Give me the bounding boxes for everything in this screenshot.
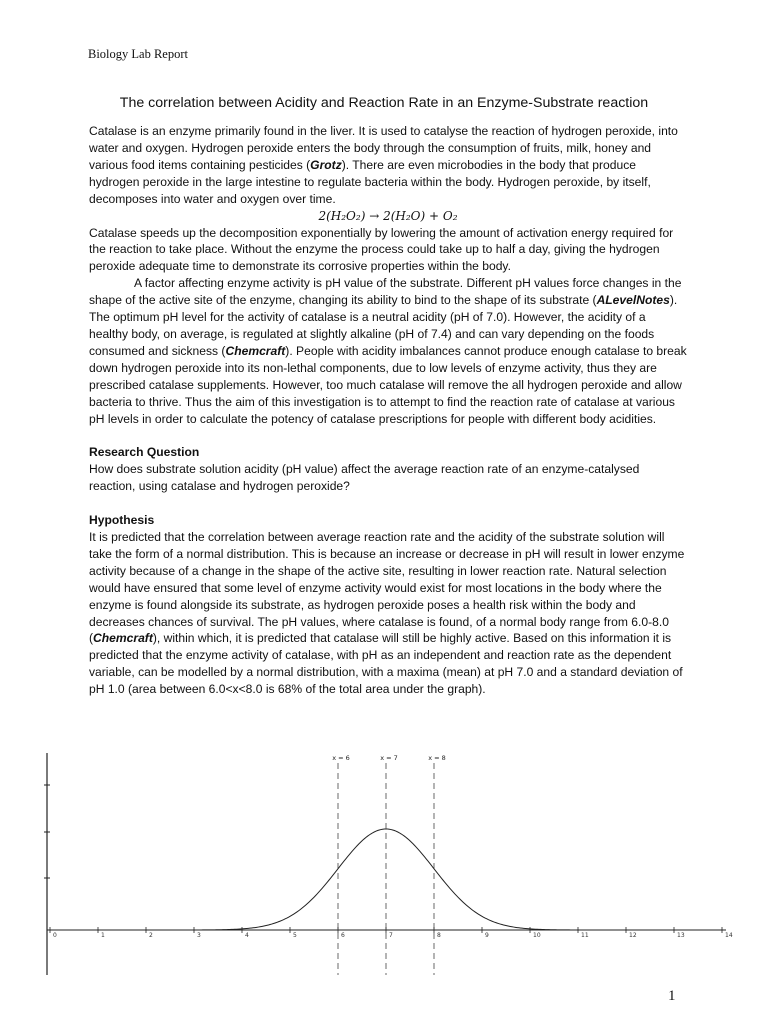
x-tick-label-3: 3 — [197, 932, 201, 939]
citation-chemcraft: Chemcraft — [225, 343, 286, 358]
x-tick-label-13: 13 — [677, 932, 685, 939]
hypothesis-heading: Hypothesis — [89, 513, 155, 528]
x-tick-label-9: 9 — [485, 932, 489, 939]
reference-label-x6: x = 6 — [332, 754, 350, 762]
intro-paragraph-2: Catalase speeds up the decomposition exponentially by lowering the amount of activation energy required for the reaction to take place. Without the enzyme the process could take up to half a day, giving the hydrogen peroxide adequate time to demonstrate its corrosive properties within the body. — [89, 225, 674, 274]
intro-paragraph-3: A factor affecting enzyme activity is pH value of the substrate. Different pH values force changes in the shape of the active site of the enzyme, changing its ability to bind to the shape of its substrate (ALevelNotes). The optimum pH level for the activity of catalase is a neutral acidity (pH of 7.0). However, the acidity of a healthy body, on average, is regulated at slightly alkaline (pH of 7.4) and can vary depending on the foods consumed and sickness (Chemcraft). People with acidity imbalances cannot produce enough catalase to break down hydrogen peroxide into its non-lethal components, due to low levels of enzyme activity, thus they are prescribed catalase supplements. However, too much catalase will remove the all hydrogen peroxide and allow bacteria to thrive. Thus the aim of this investigation is to attempt to find the reaction rate of catalase at various pH levels in order to calculate the potency of catalase prescriptions for people with different body acidities. — [89, 276, 687, 426]
reference-label-x7: x = 7 — [380, 754, 398, 762]
intro-paragraph-1: Catalase is an enzyme primarily found in the liver. It is used to catalyse the reaction of hydrogen peroxide, into water and oxygen. Hydrogen peroxide enters the body through the consumption of fruits, milk, honey and various food items containing pesticides (Grotz). There are even microbodies in the body that produce hydrogen peroxide in the large intestine to regulate bacteria within the body. Hydrogen peroxide, by itself, decomposes into water and oxygen over time. — [89, 124, 678, 206]
x-tick-label-8: 8 — [437, 932, 441, 939]
x-tick-label-14: 14 — [725, 932, 733, 939]
x-tick-label-11: 11 — [581, 932, 589, 939]
citation-chemcraft-2: Chemcraft — [93, 631, 153, 646]
x-tick-label-5: 5 — [293, 932, 297, 939]
normal-distribution-chart — [0, 745, 768, 980]
citation-grotz: Grotz — [310, 157, 342, 172]
reference-label-x8: x = 8 — [428, 754, 446, 762]
x-tick-label-10: 10 — [533, 932, 541, 939]
hypothesis-text: It is predicted that the correlation between average reaction rate and the acidity of the substrate solution will take the form of a normal distribution. This is because an increase or decrease in pH will result in lower enzyme activity because of a change in the shape of the active site, resulting in lower reaction rate. Natural selection would have ensured that some level of enzyme activity would exist for most locations in the body where the enzyme is found alongside its substrate, as hydrogen peroxide poses a health risk within the body and decreases chances of survival. The pH values, where catalase is found, of a normal body range from 6.0-8.0 (Chemcraft), within which, it is predicted that catalase will still be highly active. Based on this information it is predicted that the enzyme activity of catalase, with pH as an independent and reaction rate as the dependent variable, can be modelled by a normal distribution, with a maxima (mean) at pH 7.0 and a standard deviation of pH 1.0 (area between 6.0<x<8.0 is 68% of the total area under the graph). — [89, 530, 685, 697]
x-tick-label-2: 2 — [149, 932, 153, 939]
reference-lines — [332, 754, 446, 975]
page-number: 1 — [668, 988, 676, 1004]
x-tick-label-7: 7 — [389, 932, 393, 939]
citation-alevelnotes: ALevelNotes — [596, 293, 670, 308]
chart-axes — [44, 753, 726, 975]
chemical-equation: 2(H₂O₂) → 2(H₂O) + O₂ — [318, 208, 458, 223]
x-axis-ticks — [50, 927, 733, 939]
research-question-text: How does substrate solution acidity (pH value) affect the average reaction rate of an enzyme-catalysed reaction, using catalase and hydrogen peroxide? — [89, 462, 640, 494]
x-tick-label-0: 0 — [53, 932, 57, 939]
report-title: The correlation between Acidity and Reaction Rate in an Enzyme-Substrate reaction — [119, 95, 649, 111]
x-tick-label-6: 6 — [341, 932, 345, 939]
x-tick-label-4: 4 — [245, 932, 249, 939]
report-body — [89, 123, 687, 698]
x-tick-label-12: 12 — [629, 932, 637, 939]
x-tick-label-1: 1 — [101, 932, 105, 939]
research-question-heading: Research Question — [89, 445, 200, 460]
running-header: Biology Lab Report — [88, 47, 188, 61]
